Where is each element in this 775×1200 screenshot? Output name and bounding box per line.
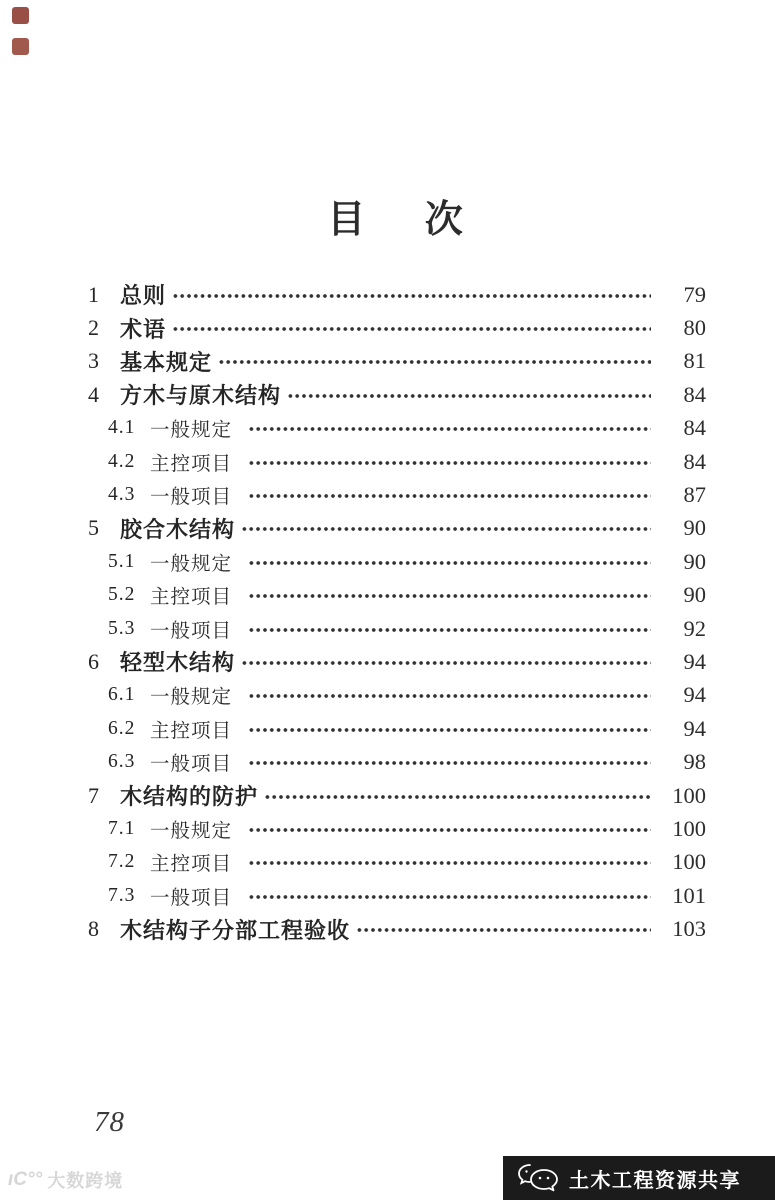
toc-entry <box>88 445 706 478</box>
toc-entry <box>88 545 706 578</box>
toc-leader-dots <box>248 826 651 834</box>
toc-entry-number: 8 <box>88 916 99 942</box>
toc-entry-page: 80 <box>683 315 706 341</box>
toc-leader-dots <box>248 859 651 867</box>
toc-entry-page: 92 <box>683 615 706 641</box>
toc-entry-page: 94 <box>683 648 706 674</box>
toc-entry-page: 101 <box>672 882 706 908</box>
toc-entry-number: 5 <box>88 515 99 541</box>
toc-entry-title: 一般项目 <box>150 887 233 909</box>
toc-entry-number: 3 <box>88 348 99 374</box>
toc-entry-number: 6 <box>88 648 99 674</box>
toc-entry-title: 一般规定 <box>150 420 233 442</box>
toc-entry-page: 90 <box>683 515 706 541</box>
toc-entry <box>88 745 706 778</box>
toc-entry <box>88 612 706 645</box>
toc-leader-dots <box>248 559 651 567</box>
toc-entry-title: 木结构子分部工程验收 <box>120 917 351 943</box>
toc-entry-title: 主控项目 <box>150 587 233 609</box>
toc-entry <box>88 645 706 678</box>
toc-entry <box>88 779 706 812</box>
bottom-left-watermark <box>8 1167 123 1193</box>
toc-leader-dots <box>172 292 651 300</box>
toc-entry <box>88 679 706 712</box>
toc-entry <box>88 912 706 945</box>
toc-entry-title: 总则 <box>120 283 167 309</box>
toc-leader-dots <box>287 392 651 400</box>
toc-entry-page: 84 <box>683 415 706 441</box>
toc-entry <box>88 311 706 344</box>
toc-entry-page: 84 <box>683 381 706 407</box>
toc-entry <box>88 412 706 445</box>
toc-entry-page: 87 <box>683 482 706 508</box>
toc-entry-number: 7 <box>88 782 99 808</box>
toc-entry-title: 轻型木结构 <box>120 650 236 676</box>
toc-entry-page: 79 <box>683 281 706 307</box>
toc-entry-title: 主控项目 <box>150 453 233 475</box>
toc-entry-title: 一般项目 <box>150 754 233 776</box>
toc-leader-dots <box>241 659 651 667</box>
toc-entry-number: 6.1 <box>108 684 136 706</box>
bottom-left-watermark-text: 大数跨境 <box>47 1171 124 1191</box>
toc-entry <box>88 579 706 612</box>
toc-entry <box>88 512 706 545</box>
toc-entry-title: 主控项目 <box>150 854 233 876</box>
corner-watermark-icon <box>12 38 29 55</box>
toc-entry <box>88 278 706 311</box>
toc-entry <box>88 879 706 912</box>
toc-entry-page: 100 <box>672 815 706 841</box>
toc-entry-title: 一般项目 <box>150 620 233 642</box>
toc-leader-dots <box>248 626 651 634</box>
toc-entry <box>88 712 706 745</box>
toc-leader-dots <box>172 325 651 333</box>
toc-leader-dots <box>248 692 651 700</box>
toc-entry-page: 94 <box>683 682 706 708</box>
toc-leader-dots <box>218 358 651 366</box>
toc-entry <box>88 345 706 378</box>
dashu-logo-icon: ıC°° <box>8 1169 43 1190</box>
toc-entry-number: 5.2 <box>108 584 136 606</box>
toc-leader-dots <box>356 926 651 934</box>
toc-entry-number: 5.1 <box>108 550 136 572</box>
chat-bubbles-logo-icon <box>516 1162 560 1194</box>
toc-entry-page: 103 <box>672 916 706 942</box>
toc-entry-title: 木结构的防护 <box>120 784 259 810</box>
toc-list <box>88 278 706 946</box>
toc-entry <box>88 478 706 511</box>
toc-entry-number: 4 <box>88 381 99 407</box>
toc-leader-dots <box>248 492 651 500</box>
toc-entry-number: 4.3 <box>108 484 136 506</box>
toc-leader-dots <box>248 425 651 433</box>
toc-entry <box>88 378 706 411</box>
toc-leader-dots <box>248 726 651 734</box>
toc-entry <box>88 846 706 879</box>
toc-leader-dots <box>241 525 651 533</box>
toc-entry-title: 胶合木结构 <box>120 516 236 542</box>
toc-entry-page: 81 <box>683 348 706 374</box>
toc-entry-number: 2 <box>88 315 99 341</box>
toc-entry-number: 7.3 <box>108 884 136 906</box>
toc-entry-title: 方木与原木结构 <box>120 383 282 409</box>
toc-leader-dots <box>248 893 651 901</box>
toc-entry-number: 1 <box>88 281 99 307</box>
toc-entry-page: 90 <box>683 582 706 608</box>
toc-entry-number: 4.1 <box>108 417 136 439</box>
printed-page-number: 78 <box>94 1106 125 1138</box>
toc-entry-title: 基本规定 <box>120 349 213 375</box>
bottom-right-watermark <box>503 1156 775 1200</box>
toc-entry-title: 一般规定 <box>150 820 233 842</box>
toc-leader-dots <box>248 459 651 467</box>
page-title: 目 次 <box>327 199 465 241</box>
toc-leader-dots <box>264 793 651 801</box>
toc-leader-dots <box>248 592 651 600</box>
toc-entry-number: 6.3 <box>108 751 136 773</box>
corner-watermark-icon <box>12 7 29 24</box>
toc-entry-page: 98 <box>683 749 706 775</box>
toc-entry-number: 7.1 <box>108 817 136 839</box>
toc-entry <box>88 812 706 845</box>
toc-entry-title: 一般规定 <box>150 687 233 709</box>
toc-entry-title: 主控项目 <box>150 720 233 742</box>
toc-entry-number: 4.2 <box>108 450 136 472</box>
toc-entry-page: 84 <box>683 448 706 474</box>
toc-entry-title: 术语 <box>120 316 167 342</box>
toc-entry-page: 90 <box>683 548 706 574</box>
toc-entry-title: 一般项目 <box>150 487 233 509</box>
toc-leader-dots <box>248 759 651 767</box>
toc-entry-number: 5.3 <box>108 617 136 639</box>
toc-entry-page: 100 <box>672 849 706 875</box>
toc-entry-page: 94 <box>683 715 706 741</box>
toc-entry-page: 100 <box>672 782 706 808</box>
toc-entry-number: 7.2 <box>108 851 136 873</box>
toc-entry-number: 6.2 <box>108 717 136 739</box>
bottom-right-watermark-text: 土木工程资源共享 <box>569 1169 741 1192</box>
toc-entry-title: 一般规定 <box>150 553 233 575</box>
